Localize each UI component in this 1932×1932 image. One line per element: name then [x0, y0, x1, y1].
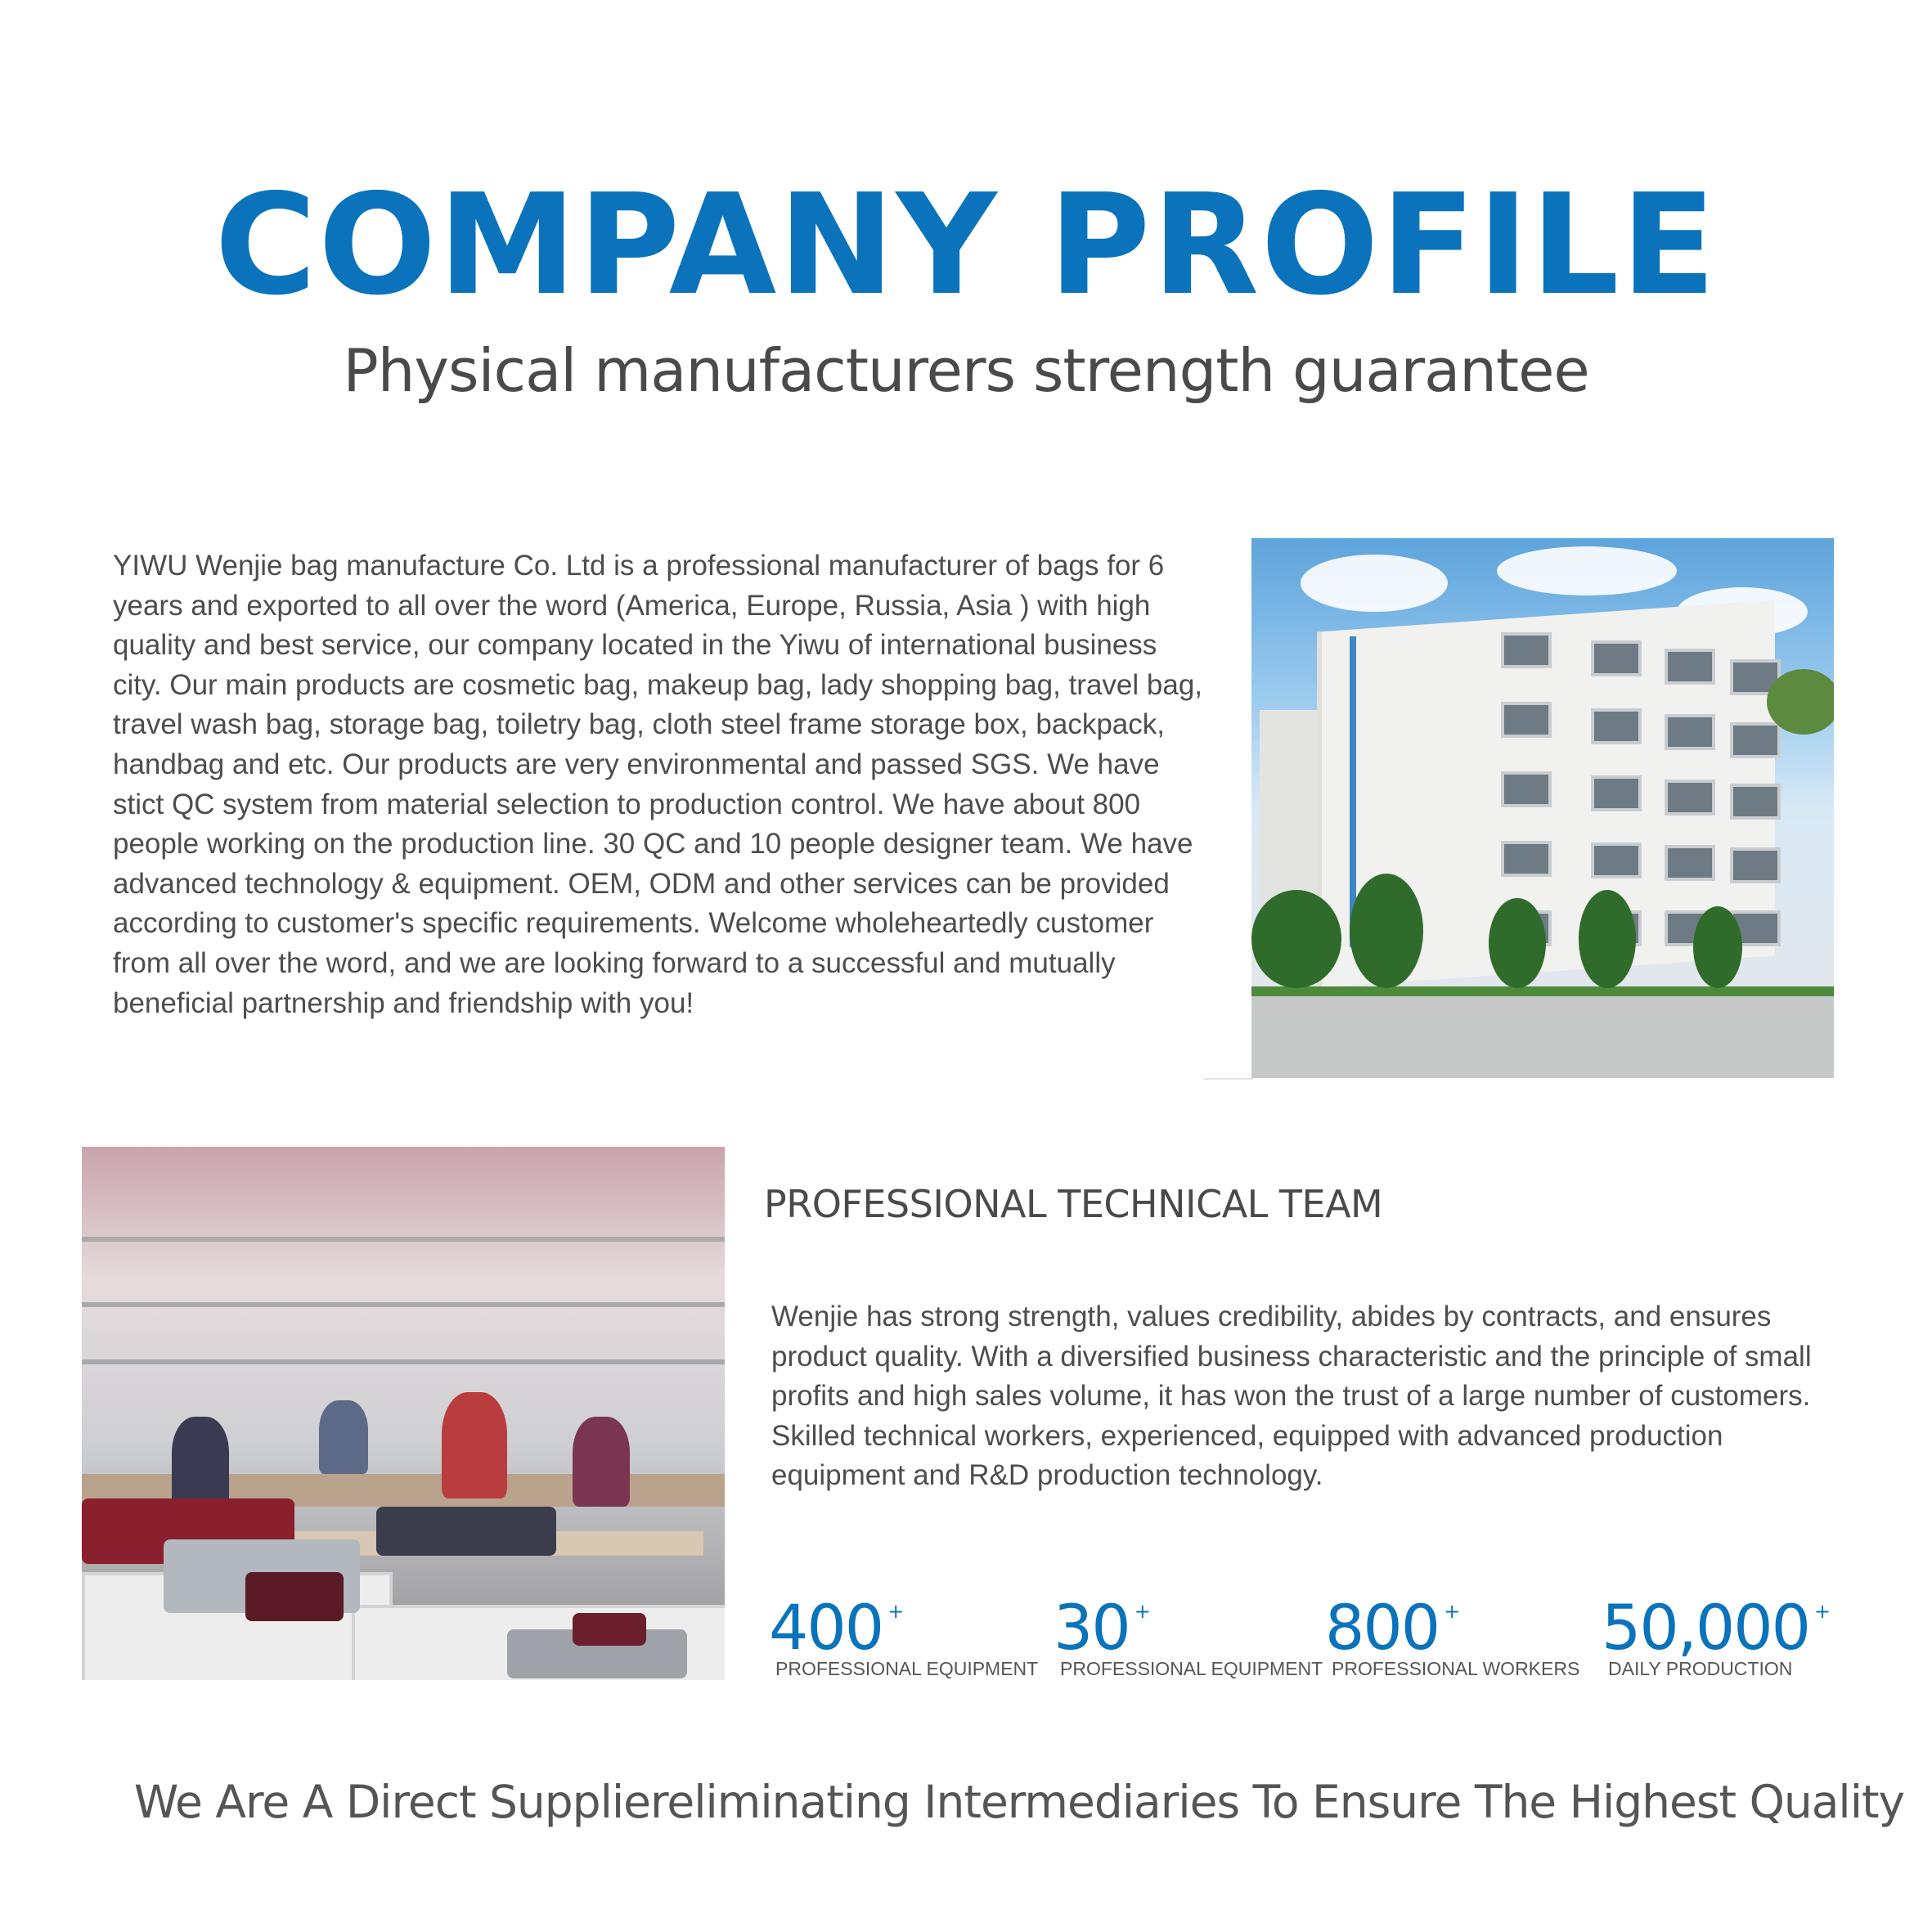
stat-plus: + [1134, 1600, 1151, 1623]
stat-workers [1325, 1591, 1580, 1680]
stat-equipment [769, 1591, 1039, 1680]
factory-workshop-photo [82, 1147, 725, 1680]
stat-value: 800 [1325, 1591, 1440, 1664]
stat-equipment-secondary [1054, 1591, 1323, 1680]
footer-tagline: We Are A Direct Suppliereliminating Intermediaries To Ensure The Highest Quality [133, 1776, 1905, 1828]
stat-value: 400 [769, 1591, 883, 1664]
factory-building-photo [1251, 538, 1834, 1078]
stat-plus: + [1444, 1600, 1461, 1623]
stat-plus: + [1813, 1600, 1831, 1623]
photo-divider [1204, 1078, 1253, 1080]
page-title: COMPANY PROFILE [214, 164, 1718, 326]
stat-value: 30 [1054, 1591, 1130, 1664]
stat-value: 50,000 [1602, 1591, 1809, 1664]
stat-label: PROFESSIONAL EQUIPMENT [775, 1658, 1039, 1679]
team-section-text: Wenjie has strong strength, values credibility, abides by contracts, and ensures product quality. With a diversified business characteristic and the principle of small profits and high sales volume, it has won the trust of a large number of customers. Skilled technical workers, experienced, equipped with advanced production equipment and R&D production technology. [771, 1301, 1812, 1492]
stat-label: DAILY PRODUCTION [1608, 1658, 1793, 1679]
company-intro-text: YIWU Wenjie bag manufacture Co. Ltd is a professional manufacturer of bags for 6 years and exported to all over the word (America, Europe, Russia, Asia ) with high quality and best service, our company located in the Yiwu of international business city. Our main products are cosmetic bag, makeup bag, lady shopping bag, travel bag, travel wash bag, storage bag, toiletry bag, cloth steel frame storage box, backpack, handbag and etc. Our products are very environmental and passed SGS. We have stict QC system from material selection to production control. We have about 800 people working on the production line. 30 QC and 10 people designer team. We have advanced technology & equipment. OEM, ODM and other services can be provided according to customer's specific requirements. Welcome wholeheartedly customer from all over the word, and we are looking forward to a successful and mutually beneficial partnership and friendship with you! [113, 550, 1203, 1019]
page-subtitle: Physical manufacturers strength guarantee [343, 336, 1589, 405]
stat-daily-production [1602, 1591, 1831, 1680]
stat-label: PROFESSIONAL EQUIPMENT [1060, 1658, 1323, 1679]
stat-label: PROFESSIONAL WORKERS [1332, 1658, 1580, 1679]
stat-plus: + [887, 1600, 905, 1623]
team-section-title: PROFESSIONAL TECHNICAL TEAM [764, 1182, 1383, 1226]
